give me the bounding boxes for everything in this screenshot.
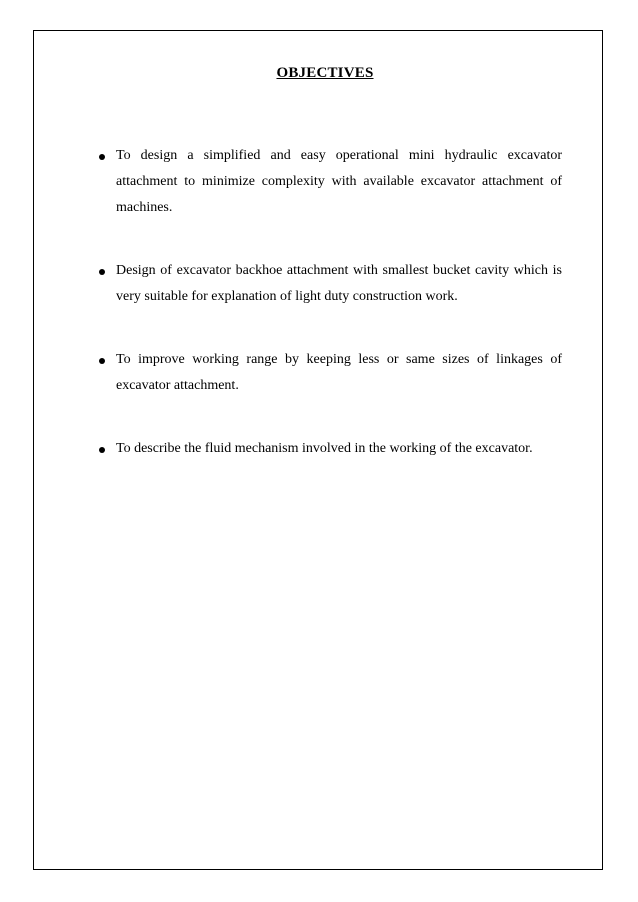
bullet-icon xyxy=(99,447,105,453)
objective-text: To describe the fluid mechanism involved in the working of the excavator. xyxy=(116,441,533,456)
list-item xyxy=(116,436,562,462)
objective-text: To improve working range by keeping less or same sizes of linkages of excavator attachment. xyxy=(116,352,562,393)
bullet-icon xyxy=(99,358,105,364)
list-item xyxy=(116,258,562,310)
list-item xyxy=(116,143,562,221)
bullet-icon xyxy=(99,269,105,275)
objectives-list xyxy=(116,143,562,499)
objective-text: Design of excavator backhoe attachment with smallest bucket cavity which is very suitable for explanation of light duty construction work. xyxy=(116,263,562,304)
page-title: OBJECTIVES xyxy=(276,65,374,81)
list-item xyxy=(116,347,562,399)
bullet-icon xyxy=(99,154,105,160)
objective-text: To design a simplified and easy operational mini hydraulic excavator attachment to minimize complexity with available excavator attachment of machines. xyxy=(116,148,562,215)
